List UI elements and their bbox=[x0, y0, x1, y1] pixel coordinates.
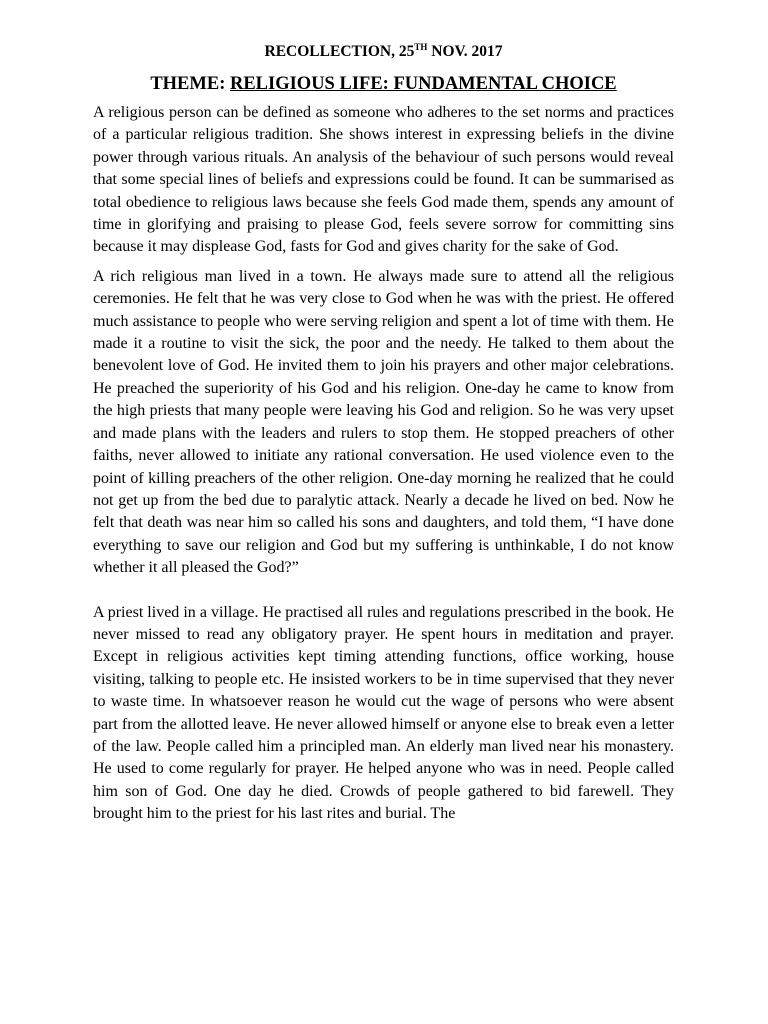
heading-superscript: TH bbox=[414, 42, 428, 52]
theme-label: THEME: bbox=[150, 74, 230, 94]
theme-heading bbox=[93, 72, 674, 96]
paragraph-rich-man-story: A rich religious man lived in a town. He always made sure to attend all the religious ceremonies. He felt that he was very close to God when he was with the priest. He offered much assistance to people who were serving religion and spent a lot of time with them. He made it a routine to visit the sick, the poor and the needy. He talked to them about the benevolent love of God. He invited them to join his prayers and other major celebrations. He preached the superiority of his God and his religion. One-day he came to know from the high priests that many people were leaving his God and religion. So he was very upset and made plans with the leaders and rulers to stop them. He stopped preachers of other faiths, never allowed to initiate any rational conversation. He used violence even to the point of killing preachers of the other religion. One-day morning he realized that he could not get up from the bed due to paralytic attack. Nearly a decade he lived on bed. Now he felt that death was near him so called his sons and daughters, and told them, “I have done everything to save our religion and God but my suffering is unthinkable, I do not know whether it all pleased the God?” bbox=[93, 267, 674, 577]
heading-title-suffix: NOV. 2017 bbox=[427, 43, 503, 60]
heading-title-prefix: RECOLLECTION, 25 bbox=[264, 43, 415, 60]
recollection-heading bbox=[93, 41, 674, 63]
theme-text: RELIGIOUS LIFE: FUNDAMENTAL CHOICE bbox=[229, 74, 617, 94]
paragraph-priest-story: A priest lived in a village. He practised all rules and regulations prescribed in the book. He never missed to read any obligatory prayer. He spent hours in meditation and prayer. Except in religious activities kept timing attending functions, office working, house visiting, talking to people etc. He insisted workers to be in time supervised that they never to waste time. In whatsoever reason he would cut the wage of persons who were absent part from the allotted leave. He never allowed himself or anyone else to break even a letter of the law. People called him a principled man. An elderly man lived near his monastery. He used to come regularly for prayer. He helped anyone who was in need. People called him son of God. One day he died. Crowds of people gathered to bid farewell. They brought him to the priest for his last rites and burial. The bbox=[93, 603, 674, 823]
paragraph-definition: A religious person can be defined as someone who adheres to the set norms and practices of a particular religious tradition. She shows interest in expressing beliefs in the divine power through various rituals. An analysis of the behaviour of such persons would reveal that some special lines of beliefs and expressions could be found. It can be summarised as total obedience to religious laws because she feels God made them, spends any amount of time in glorifying and praising to please God, feels severe sorrow for committing sins because it may displease God, fasts for God and gives charity for the sake of God. bbox=[93, 104, 674, 256]
